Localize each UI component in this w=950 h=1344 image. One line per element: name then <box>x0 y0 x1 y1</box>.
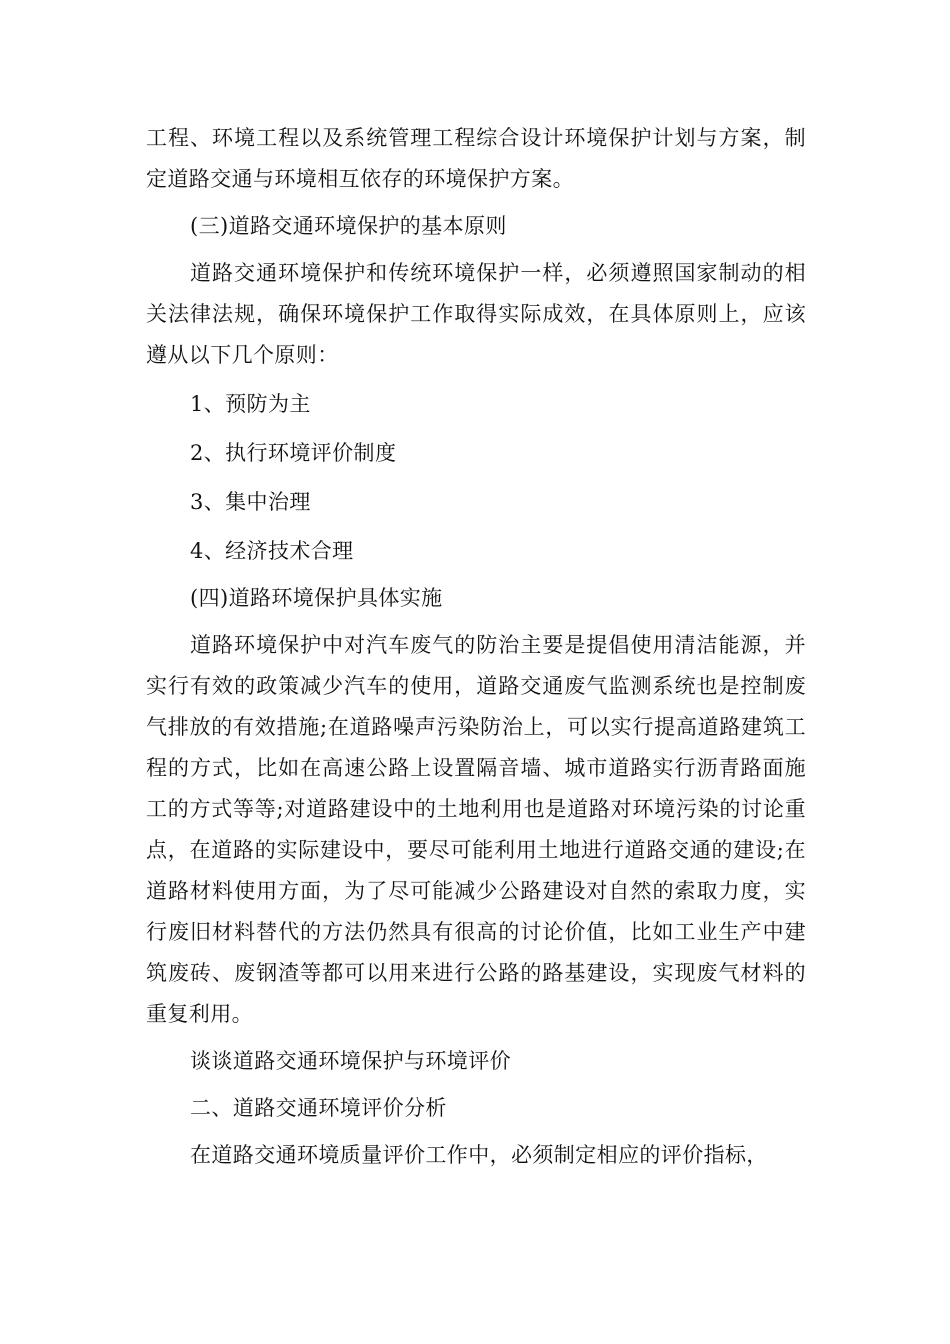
paragraph-evaluation: 在道路交通环境质量评价工作中，必须制定相应的评价指标， <box>190 1143 768 1167</box>
paragraph-principles-intro: 道路交通环境保护和传统环境保护一样，必须遵照国家制动的相关法律法规，确保环境保护工作取得实际成效，在具体原则上，应该遵从以下几个原则： <box>146 261 806 367</box>
list-item-principle-1: 1、预防为主 <box>190 392 311 416</box>
document-body <box>146 118 806 1176</box>
list-item-principle-4: 4、经济技术合理 <box>190 539 354 563</box>
paragraph-continuation: 工程、环境工程以及系统管理工程综合设计环境保护计划与方案，制定道路交通与环境相互依存的环境保护方案。 <box>146 126 806 191</box>
section-heading-implementation: (四)道路环境保护具体实施 <box>190 586 443 610</box>
section-heading-principles: (三)道路交通环境保护的基本原则 <box>190 214 507 238</box>
article-title: 谈谈道路交通环境保护与环境评价 <box>190 1049 511 1073</box>
list-item-principle-2: 2、执行环境评价制度 <box>190 441 397 465</box>
list-item-principle-3: 3、集中治理 <box>190 490 311 514</box>
section-heading-evaluation: 二、道路交通环境评价分析 <box>190 1096 447 1120</box>
paragraph-implementation: 道路环境保护中对汽车废气的防治主要是提倡使用清洁能源，并实行有效的政策减少汽车的使用，道路交通废气监测系统也是控制废气排放的有效措施;在道路噪声污染防治上，可以实行提高道路建筑工程的方式，比如在高速公路上设置隔音墙、城市道路实行沥青路面施工的方式等等;对道路建设中的土地利用也是道路对环境污染的讨论重点，在道路的实际建设中，要尽可能利用土地进行道路交通的建设;在道路材料使用方面，为了尽可能减少公路建设对自然的索取力度，实行废旧材料替代的方法仍然具有很高的讨论价值，比如工业生产中建筑废砖、废钢渣等都可以用来进行公路的路基建设，实现废气材料的重复利用。 <box>146 633 806 1026</box>
